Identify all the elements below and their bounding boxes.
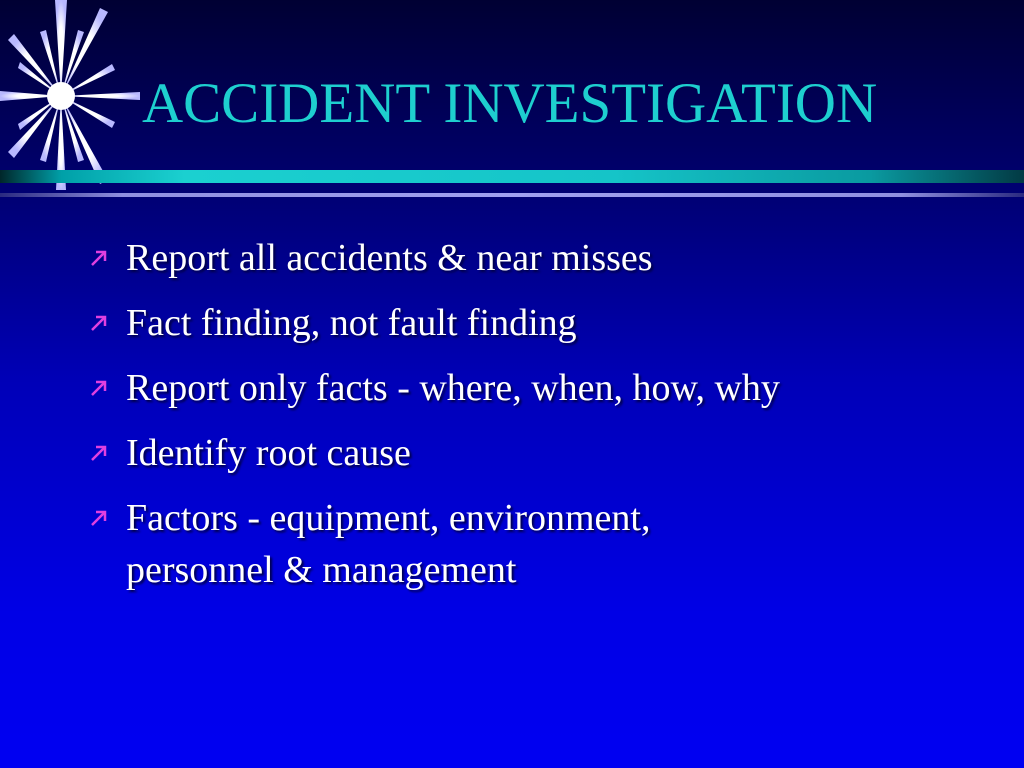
bullet-text: Identify root cause <box>126 432 411 474</box>
title-divider <box>0 170 1024 183</box>
north-east-arrow-icon <box>88 442 110 464</box>
bullet-item <box>88 362 988 414</box>
north-east-arrow-icon <box>88 312 110 334</box>
bullet-item <box>88 427 988 479</box>
bullet-item <box>88 297 988 349</box>
bullet-text: Factors - equipment, environment, personnel & management <box>126 497 651 591</box>
north-east-arrow-icon <box>88 507 110 529</box>
bullet-text: Report only facts - where, when, how, why <box>126 367 780 409</box>
bullet-item <box>88 492 988 596</box>
bullet-text: Report all accidents & near misses <box>126 237 653 279</box>
bullet-list <box>88 232 988 609</box>
title-divider-thin <box>0 193 1024 197</box>
north-east-arrow-icon <box>88 247 110 269</box>
bullet-text: Fact finding, not fault finding <box>126 302 577 344</box>
slide-title: ACCIDENT INVESTIGATION <box>142 72 878 135</box>
bullet-item <box>88 232 988 284</box>
north-east-arrow-icon <box>88 377 110 399</box>
starburst-icon <box>0 0 140 190</box>
